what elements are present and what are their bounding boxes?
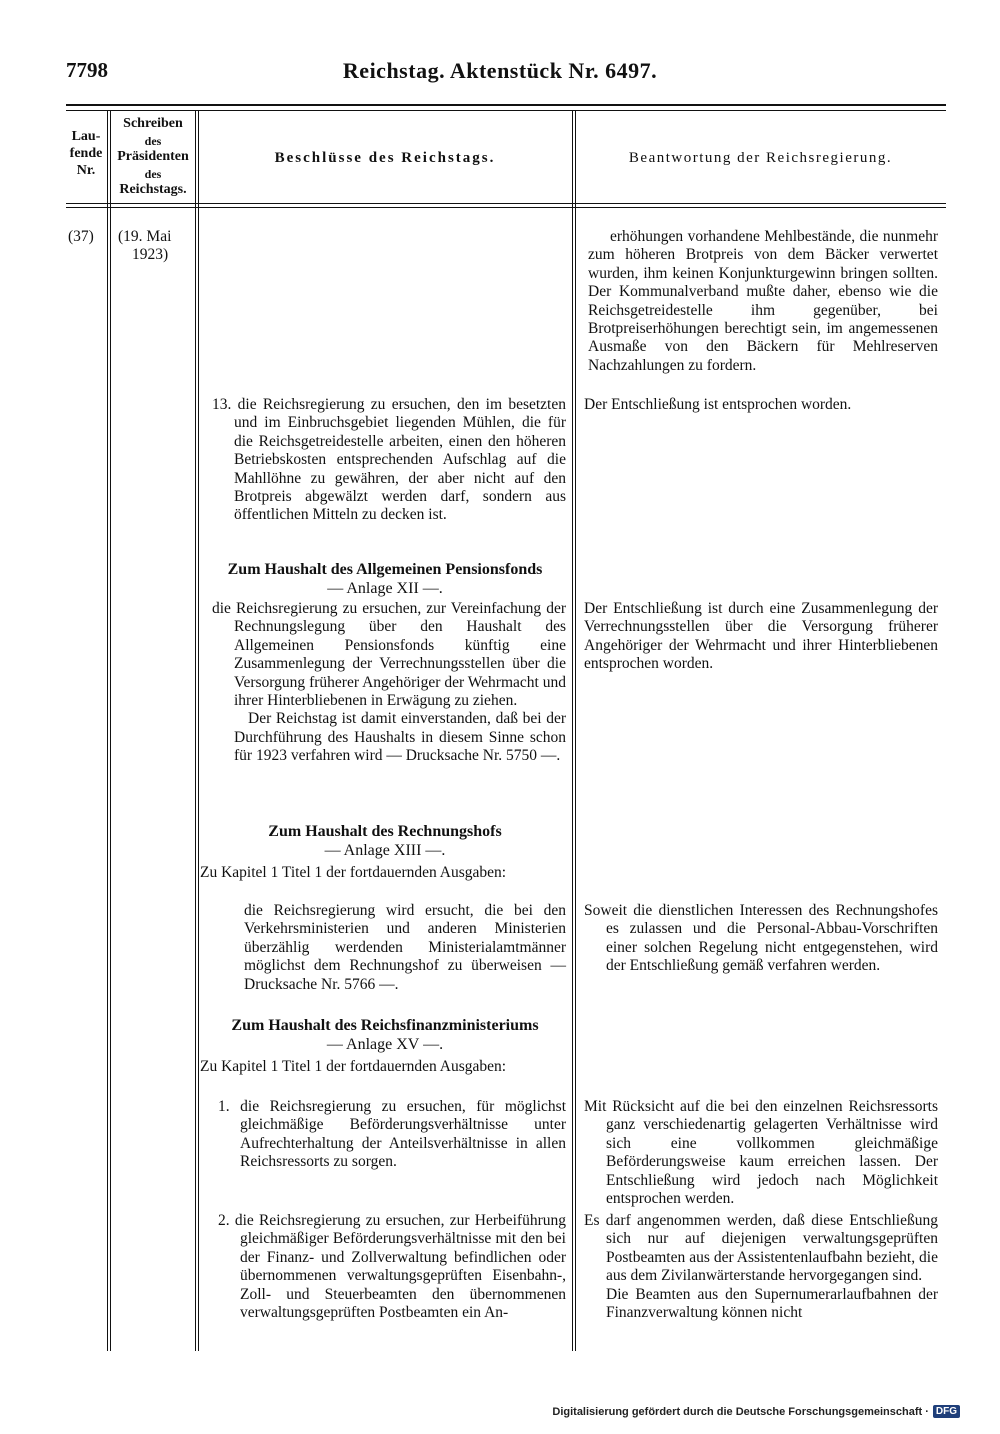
col-header-letter: Schreiben des Präsidenten des Reichstags. xyxy=(117,116,189,197)
rechnungshof-answer: Soweit die dienstlichen Interessen des Rechnungshofes es zulassen und die Personal-Abbau-Vorschriften einer solchen Regelung nicht entgegenstehen, wird der Entschließung gemäß verfahren werden. xyxy=(584,902,938,975)
page-number: 7798 xyxy=(66,58,108,82)
entry-date-line1: (19. Mai xyxy=(118,228,172,245)
col-divider-3b xyxy=(575,111,576,1351)
finanz-answer-1: Mit Rücksicht auf die bei den einzelnen Reichsressorts ganz verschiedenartig gelagerten Verhältnisse wird sich eine vollkommen gleichmäßige Beförderungsweise kaum erreichen lassen. Der Entschließung wird jedoch nach Möglichkeit entsprochen werden. xyxy=(584,1098,938,1208)
dfg-logo: DFG xyxy=(933,1405,960,1418)
digitization-footer xyxy=(552,1405,960,1418)
rechnungshof-heading: Zum Haushalt des Rechnungshofs — Anlage XIII —. xyxy=(268,823,502,859)
col-divider-1 xyxy=(107,111,108,1351)
col-header-answers: Beantwortung der Reichsregierung. xyxy=(628,150,893,166)
finanz-resolution-2: 2. die Reichsregierung zu ersuchen, zur Herbeiführung gleichmäßiger Beförderungsverhältnisse mit den bei der Finanz- und Zollverwaltung befindlichen oder übernommenen verwaltungsgeprüften Eisenbahn-, Zoll- und Steuerbeamten den übernommenen verwaltungsgeprüften Postbeamten ein An- xyxy=(218,1212,566,1322)
resolution-13: 13. die Reichsregierung zu ersuchen, den im besetzten und im Einbruchsgebiet liegenden Mühlen, die für die Reichsgetreidestelle arbeiten, einen den höheren Betriebskosten entsprechenden Aufschlag auf die Mahllöhne zu gewähren, der aber nicht auf den Brotpreis abgewälzt werden darf, sondern aus öffentlichen Mitteln zu decken ist. xyxy=(212,396,566,524)
finanz-heading: Zum Haushalt des Reichsfinanzministeriums — Anlage XV —. xyxy=(231,1017,539,1053)
col-divider-1b xyxy=(110,111,111,1351)
rechnungshof-kapitel: Zu Kapitel 1 Titel 1 der fortdauernden Ausgaben: xyxy=(200,864,507,881)
rechnungshof-resolution: die Reichsregierung wird ersucht, die bei den Verkehrsministerien und anderen Ministerien überzählig werdenden Ministerialamtmänner möglichst dem Rechnungshof zu überweisen — Drucksache Nr. 5766 —. xyxy=(244,902,566,993)
answer-13: Der Entschließung ist entsprochen worden. xyxy=(584,396,852,413)
finanz-answer-2: Es darf angenommen werden, daß diese Entschließung sich nur auf diejenigen verwaltungsgeprüften Postbeamten aus der Assistentenlaufbahn bezieht, die aus dem Zivilanwärterstande hervorgegangen sind. Die Beamten aus den Supernumerarlaufbahnen der Finanzverwaltung können nicht xyxy=(584,1212,938,1322)
footer-text: Digitalisierung gefördert durch die Deutsche Forschungsgemeinschaft · xyxy=(552,1405,929,1418)
entry-date-line2: 1923) xyxy=(132,246,169,263)
pension-resolution: die Reichsregierung zu ersuchen, zur Vereinfachung der Rechnungslegung über den Haushalt des Allgemeinen Pensionsfonds künftig eine Zusammenlegung der Verrechnungsstellen über die Versorgung früherer Angehöriger der Wehrmacht und ihrer Hinterbliebenen in Erwägung zu ziehen. Der Reichstag ist damit einverstanden, daß bei der Durchführung des Haushalts in diesem Sinne schon für 1923 verfahren wird — Drucksache Nr. 5750 —. xyxy=(212,600,566,765)
pension-heading: Zum Haushalt des Allgemeinen Pensionsfonds — Anlage XII —. xyxy=(227,561,543,597)
finanz-resolution-1: 1. die Reichsregierung zu ersuchen, für möglichst gleichmäßige Beförderungsverhältnisse unter Aufrechterhaltung der Anteilsverhältnisse in allen Reichsressorts zu sorgen. xyxy=(218,1098,566,1171)
col-header-resolutions: Beschlüsse des Reichstags. xyxy=(274,150,496,166)
top-rule-thick xyxy=(66,104,946,106)
page-title: Reichstag. Aktenstück Nr. 6497. xyxy=(342,58,658,83)
col-header-number: Lau- fende Nr. xyxy=(69,129,103,178)
entry-number: (37) xyxy=(68,228,94,245)
col-divider-2b xyxy=(198,111,199,1351)
finanz-kapitel: Zu Kapitel 1 Titel 1 der fortdauernden Ausgaben: xyxy=(200,1058,507,1075)
answer-continuation: erhöhungen vorhandene Mehlbestände, die nunmehr zum höheren Brotpreis von dem Bäcker verwertet wurden, ihm keinen Konjunkturgewinn bringen sollten. Der Kommunalverband mußte daher, ebenso wie die Reichsgetreidestelle ihm gegenüber, bei Brotpreiserhöhungen berechtigt sein, im angemessenen Ausmaße von den Bäckern für Mehlreserven Nachzahlungen zu fordern. xyxy=(588,228,938,374)
col-divider-3 xyxy=(572,111,573,1351)
pension-answer: Der Entschließung ist durch eine Zusammenlegung der Verrechnungsstellen über die Versorgung früherer Angehöriger der Wehrmacht und ihrer Hinterbliebenen entsprochen worden. xyxy=(584,600,938,673)
col-divider-2 xyxy=(195,111,196,1351)
